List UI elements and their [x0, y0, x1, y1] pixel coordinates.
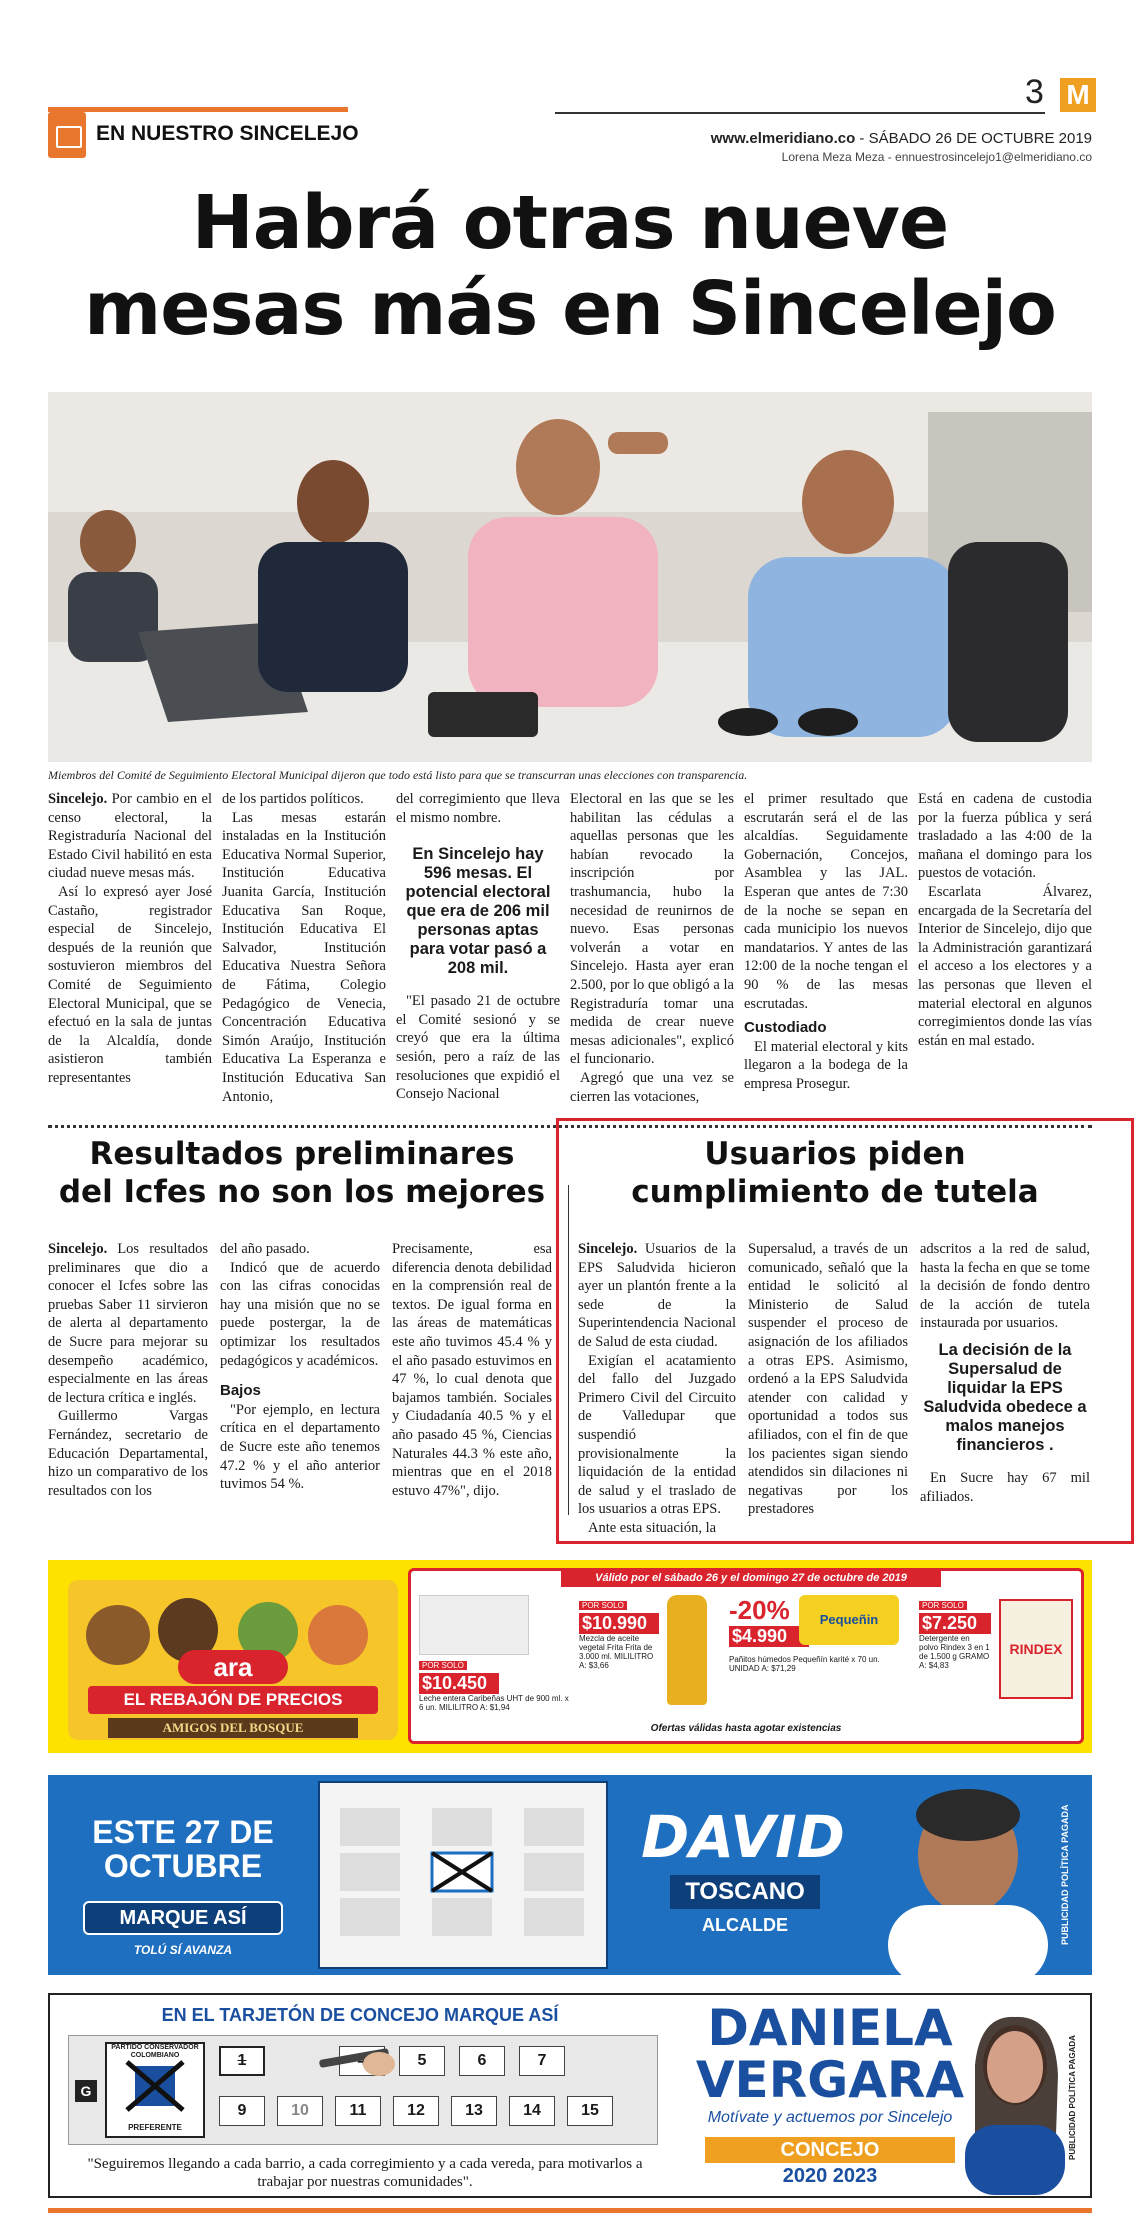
- ara-subslogan: AMIGOS DEL BOSQUE: [108, 1718, 358, 1738]
- candidate-portrait-icon: [878, 1785, 1058, 1975]
- paragraph: Precisamente, esa diferencia denota debilidad en la comprensión real de textos. De igual forma en las áreas de matemáticas este año tuvimos 45.4 % y el año pasado estuvimos en 47 %, lo cual denota que bajamos también. Sociales y Ciudadanía 40.5 % y el año pasado 45 %, Ciencias Naturales 44.3 % este año, mientras que en el 2018 estuvo 47%", dijo.: [392, 1241, 552, 1499]
- main-photo: [48, 392, 1092, 762]
- ballot-number[interactable]: 12: [393, 2096, 439, 2126]
- footer-bar: [48, 2208, 1092, 2213]
- meeting-photo-illustration: [48, 392, 1092, 762]
- office-label: CONCEJO: [705, 2137, 955, 2163]
- header-rule: [555, 112, 1045, 114]
- detergent-product-icon: RINDEX: [999, 1599, 1073, 1699]
- ballot-number[interactable]: 7: [519, 2046, 565, 2076]
- photo-caption: Miembros del Comité de Seguimiento Electoral Municipal dijeron que todo está listo para que se transcurran unas elecciones con transparencia.: [48, 768, 748, 782]
- headline-line-2: cumplimiento de tutela: [631, 1174, 1039, 1210]
- offer-item[interactable]: [419, 1595, 569, 1715]
- wipes-product-icon: Pequeñin: [799, 1595, 899, 1645]
- paragraph: Escarlata Álvarez, encargada de la Secretaría del Interior de Sincelejo, dijo que la Administración garantizará el acceso a los electores y a las personas que lleven el material electoral en algunos corregimientos donde las vías están en mal estado.: [918, 883, 1092, 1049]
- ballot-number[interactable]: 14: [509, 2096, 555, 2126]
- icfes-col-1: [48, 1240, 208, 1500]
- offer-price: $10.990: [579, 1613, 659, 1634]
- paragraph: Las mesas estarán instaladas en la Institución Educativa Normal Superior, Institución Educativa Juanita García, Institución Educativa San Roque, Institución Educativa El Salvador, Institución Educativa Nuestra Señora de Fátima, Colegio Pedagógico de Venecia, Concentración Educativa Simón Araújo, Institución Educativa La Esperanza e Institución Educativa San Antonio,: [222, 809, 386, 1105]
- paragraph: Electoral en las que se les habilitan las cédulas a aquellas personas que les habían revocado la inscripción por trashumancia, hubo la necesidad de reunirnos de nuevo. Esas personas volverán a votar en Sincelejo. Hasta ayer eran 2.500, por lo que obligó a la Registraduría tomar una medida de crear nueve mesas adicionales", explicó el funcionario.: [570, 791, 734, 1068]
- campaign-quote: "Seguiremos llegando a cada barrio, a cada corregimiento y a cada vereda, para motivarlos a trabajar por nuestras comunidades".: [87, 2156, 643, 2190]
- party-box: [105, 2042, 205, 2138]
- ballot-row-2: [219, 2096, 613, 2126]
- paragraph: de los partidos políticos.: [222, 791, 364, 807]
- main-col-6: [918, 790, 1092, 1050]
- ballot-number[interactable]: 5: [399, 2046, 445, 2076]
- party-name: PARTIDO CONSERVADOR COLOMBIANO: [111, 2044, 199, 2059]
- paragraph: Supersalud, a través de un comunicado, señaló que la entidad le solicitó al Ministerio de Salud suspender el proceso de asignación de los afiliados a otras EPS. Asimismo, ordenó a la EPS Saludvida atender con calidad y oportunidad a todos sus afiliados, con el fin de que los pacientes sigan siendo atendidos sin dilaciones ni negativas por los prestadores: [748, 1241, 908, 1518]
- offer-description: Mezcla de aceite vegetal Frita Frita de 3.000 ml. MILILITRO A: $3,66: [579, 1634, 654, 1670]
- candidate-portrait-icon: [960, 2005, 1070, 2195]
- paragraph: Exigían el acatamiento del fallo del Juzgado Primero Civil del Circuito de Valledupar que suspendió provisionalmente la liquidación de la entidad de salud y el traslado de los usuarios a otras EPS.: [578, 1352, 736, 1518]
- icfes-col-3: [392, 1240, 552, 1500]
- headline-line-2: mesas más en Sincelejo: [84, 266, 1056, 352]
- ballot-number[interactable]: 11: [335, 2096, 381, 2126]
- paragraph: Indicó que de acuerdo con las cifras conocidas hay una misión que no se puede postergar, la de optimizar los resultados pedagógicos y académicos.: [220, 1259, 380, 1369]
- paragraph: "Por ejemplo, en lectura crítica en el departamento de Sucre este año tenemos 47.2 % y el año anterior tuvimos 54 %.: [220, 1401, 380, 1493]
- ballot-sample: [68, 2035, 658, 2145]
- section-icon: [48, 112, 86, 158]
- pen-hand-icon: [309, 2040, 399, 2080]
- column-rule: [568, 1185, 569, 1515]
- icfes-headline: [48, 1135, 556, 1211]
- dateline: [711, 130, 1092, 147]
- main-col-3: [396, 790, 560, 1104]
- section-label: EN NUESTRO SINCELEJO: [96, 122, 359, 145]
- date-line-2: OCTUBRE: [103, 1848, 263, 1884]
- main-col-1: [48, 790, 212, 1088]
- paragraph: Así lo expresó ayer José Castaño, registrador especial de Sincelejo, después de la reunión que sostuvieron miembros del Comité de Seguimiento Electoral Municipal, que se efectuó en la sala de juntas de la Alcaldía, donde asistieron también representantes: [48, 883, 212, 1086]
- ara-offers-panel: [408, 1568, 1084, 1744]
- paid-ad-label: PUBLICIDAD POLÍTICA PAGADA: [1068, 2035, 1077, 2160]
- ara-advertisement[interactable]: [48, 1560, 1092, 1753]
- newspaper-logo-icon: M: [1060, 78, 1096, 112]
- term-years: 2020 2023: [782, 2165, 878, 2187]
- offer-price: $7.250: [919, 1613, 991, 1634]
- ara-slogan: EL REBAJÓN DE PRECIOS: [88, 1686, 378, 1714]
- offer-tag: POR SOLO: [919, 1601, 967, 1610]
- subheading: Custodiado: [744, 1019, 827, 1037]
- headline-line-1: Usuarios piden: [704, 1136, 966, 1172]
- ballot-sample-icon: [318, 1781, 608, 1969]
- ballot-number[interactable]: 15: [567, 2096, 613, 2126]
- tutela-col-3: [920, 1240, 1090, 1506]
- candidate-surname: TOSCANO: [670, 1875, 820, 1909]
- icfes-col-2: [220, 1240, 380, 1494]
- campaign-tagline: TOLÚ SÍ AVANZA: [133, 1943, 233, 1957]
- tutela-col-2: [748, 1240, 908, 1519]
- dateline-lead: Sincelejo.: [578, 1241, 638, 1257]
- offer-item[interactable]: [919, 1595, 1079, 1715]
- election-date: [68, 1815, 298, 1883]
- main-headline: [0, 180, 1140, 352]
- section-bar: [48, 107, 348, 112]
- paragraph: adscritos a la red de salud, hasta la fecha en que se tome la decisión de fondo dentro de la acción de tutela instaurada por usuarios.: [920, 1241, 1090, 1332]
- ballot-grid-icon: [320, 1783, 606, 1967]
- offer-validity: Válido por el sábado 26 y el domingo 27 de octubre de 2019: [561, 1569, 941, 1587]
- paragraph: Los resultados preliminares que dio a conocer el Icfes sobre las pruebas Saber 11 sirvieron de alerta al departamento de Sucre para mejorar su desempeño académico, especialmente en las áreas de lectura crítica e inglés.: [48, 1241, 208, 1406]
- headline-line-1: Habrá otras nueve: [191, 180, 949, 266]
- paragraph: Ante esta situación, la: [588, 1519, 717, 1536]
- daniela-vergara-advertisement[interactable]: [48, 1993, 1092, 2198]
- oil-bottle-icon: [667, 1595, 707, 1705]
- tutela-headline: [580, 1135, 1090, 1211]
- headline-line-1: Resultados preliminares: [89, 1136, 515, 1172]
- candidate-name: DAVID: [641, 1803, 845, 1871]
- ballot-number[interactable]: 10: [277, 2096, 323, 2126]
- ara-logo: ara: [178, 1650, 288, 1684]
- offer-tag: POR SOLO: [419, 1661, 467, 1670]
- paragraph: "El pasado 21 de octubre el Comité sesionó y se creyó que era la última sesión, pero a raíz de las resoluciones que expidió el Consejo Nacional: [396, 993, 560, 1103]
- paragraph: El material electoral y kits llegaron a la bodega de la empresa Prosegur.: [744, 1038, 908, 1092]
- offer-item[interactable]: [579, 1595, 719, 1715]
- party-logo-icon: [107, 2060, 203, 2118]
- candidate-first-name: DANIELA: [707, 1999, 953, 2057]
- offer-tag: POR SOLO: [579, 1601, 627, 1610]
- offer-price: $10.450: [419, 1673, 499, 1694]
- paragraph: Está en cadena de custodia por la fuerza pública y será trasladado a las 4:00 de la mañana el domingo para los puestos de votación.: [918, 791, 1092, 882]
- headline-line-2: del Icfes no son los mejores: [58, 1174, 546, 1210]
- main-col-2: [222, 790, 386, 1106]
- paragraph: Por cambio en el censo electoral, la Registraduría Nacional del Estado Civil habilitó en esta ciudad nueve mesas más.: [48, 791, 212, 882]
- main-col-4: [570, 790, 734, 1106]
- party-letter: G: [75, 2080, 97, 2102]
- main-col-5: [744, 790, 908, 1094]
- ballot-number[interactable]: 9: [219, 2096, 265, 2126]
- dateline-lead: Sincelejo.: [48, 791, 108, 807]
- vote-cta: MARQUE ASÍ: [83, 1901, 283, 1935]
- ballot-number[interactable]: 13: [451, 2096, 497, 2126]
- date: - SÁBADO 26 DE OCTUBRE 2019: [855, 130, 1092, 147]
- subheading: Bajos: [220, 1382, 261, 1400]
- offer-footnote: Ofertas válidas hasta agotar existencias: [650, 1723, 842, 1734]
- offer-description: Detergente en polvo Rindex 3 en 1 de 1.500 g GRAMO A: $4,83: [919, 1634, 990, 1670]
- offer-description: Pañitos húmedos Pequeñín karité x 70 un. UNIDAD A: $71,29: [729, 1655, 880, 1673]
- preferente-label: PREFERENTE: [128, 2123, 182, 2132]
- paragraph: En Sucre hay 67 mil afiliados.: [920, 1469, 1090, 1505]
- ballot-number-marked[interactable]: 1: [219, 2046, 265, 2076]
- david-toscano-advertisement[interactable]: [48, 1775, 1092, 1975]
- pull-quote: En Sincelejo hay 596 mesas. El potencial electoral que era de 206 mil personas aptas para votar pasó a 208 mil.: [405, 845, 551, 978]
- paragraph: Guillermo Vargas Fernández, secretario de Educación Departamental, hizo un comparativo de los resultados con los: [48, 1408, 208, 1499]
- pull-quote: La decisión de la Supersalud de liquidar la EPS Saludvida obedece a malos manejos financieros .: [923, 1340, 1087, 1454]
- paid-ad-label: PUBLICIDAD POLÍTICA PAGADA: [1060, 1804, 1070, 1946]
- paragraph: el primer resultado que escrutarán será el de las alcaldías. Seguidamente Gobernación, Concejos, Asamblea y las JAL. Esperan que antes de 7:30 de la noche se sepan en cada municipio los nuevos mandatarios. Y antes de las 12:00 de la noche tengan el 90 % de las mesas escrutadas.: [744, 791, 908, 1012]
- ballot-instruction: EN EL TARJETÓN DE CONCEJO MARQUE ASÍ: [161, 2005, 559, 2025]
- milk-product-icon: [419, 1595, 529, 1655]
- page-number: 3: [1025, 73, 1044, 111]
- offer-price: $4.990: [729, 1626, 809, 1647]
- paragraph: del año pasado.: [220, 1241, 310, 1257]
- ara-mascots-area: [68, 1580, 398, 1740]
- candidate-office: ALCALDE: [702, 1915, 788, 1935]
- paragraph: del corregimiento que lleva el mismo nombre.: [396, 791, 560, 826]
- ballot-number[interactable]: 6: [459, 2046, 505, 2076]
- candidate-last-name: VERGARA: [695, 2051, 965, 2109]
- paragraph: Agregó que una vez se cierren las votaciones,: [570, 1069, 734, 1105]
- offer-description: Leche entera Caribeñas UHT de 900 ml. x 6 un. MILILITRO A: $1,94: [419, 1694, 569, 1712]
- tutela-col-1: [578, 1240, 736, 1538]
- date-line-1: ESTE 27 DE: [92, 1814, 274, 1850]
- author-line: Lorena Meza Meza - ennuestrosincelejo1@elmeridiano.co: [781, 150, 1092, 164]
- website-link[interactable]: www.elmeridiano.co: [710, 130, 856, 147]
- dateline-lead: Sincelejo.: [48, 1241, 108, 1257]
- paragraph: Usuarios de la EPS Saludvida hicieron ayer un plantón frente a la sede de la Superintendencia Nacional de Salud de esta ciudad.: [578, 1241, 736, 1350]
- offer-tag: -20%: [729, 1595, 790, 1625]
- offer-item[interactable]: [729, 1595, 909, 1715]
- campaign-motto: Motívate y actuemos por Sincelejo: [707, 2109, 953, 2126]
